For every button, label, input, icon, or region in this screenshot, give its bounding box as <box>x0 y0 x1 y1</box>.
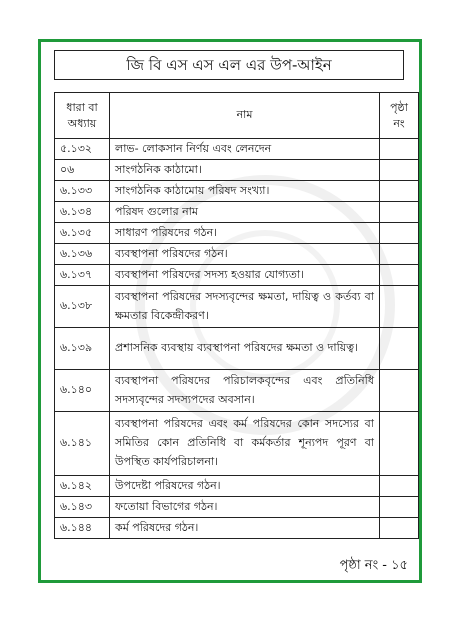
section-number: ৬.১৪২ <box>55 476 110 497</box>
section-number: ৬.১৪৩ <box>55 497 110 518</box>
section-name: সাংগঠনিক কাঠামোয় পরিষদ সংখ্যা। <box>110 181 380 202</box>
page-cell <box>380 476 419 497</box>
section-number: ৬.১৩৩ <box>55 181 110 202</box>
table-row <box>55 244 419 265</box>
section-name: কর্ম পরিষদের গঠন। <box>110 518 380 539</box>
table-row <box>55 518 419 539</box>
section-number: ৫.১৩২ <box>55 139 110 160</box>
table-row <box>55 139 419 160</box>
header-name: নাম <box>110 93 380 139</box>
section-number: ৬.১৩৫ <box>55 223 110 244</box>
section-name: প্রশাসনিক ব্যবস্থায় ব্যবস্থাপনা পরিষদের ক্ষমতা ও দায়িত্ব। <box>110 328 380 370</box>
table-row <box>55 265 419 286</box>
table-row <box>55 476 419 497</box>
section-name: ব্যবস্থাপনা পরিষদের গঠন। <box>110 244 380 265</box>
section-name: ব্যবস্থাপনা পরিষদের সদস্য হওয়ার যোগ্যতা। <box>110 265 380 286</box>
table-row <box>55 160 419 181</box>
section-name: ব্যবস্থাপনা পরিষদের সদস্যবৃন্দের ক্ষমতা, দায়িত্ব ও কর্তব্য বা ক্ষমতার বিকেন্দ্রীকরণ। <box>110 286 380 328</box>
section-name: পরিষদ গুলোর নাম <box>110 202 380 223</box>
header-section: ধারা বা অধ্যায় <box>55 93 110 139</box>
page-cell <box>380 265 419 286</box>
section-number: ৬.১৪০ <box>55 370 110 412</box>
page-number: পৃষ্ঠা নং - ১৫ <box>339 558 408 573</box>
page-cell <box>380 328 419 370</box>
page-cell <box>380 286 419 328</box>
section-number: ৬.১৩৬ <box>55 244 110 265</box>
table-row <box>55 370 419 412</box>
section-number: ৬.১৩৮ <box>55 286 110 328</box>
page-cell <box>380 412 419 476</box>
section-number: ৬.১৪৪ <box>55 518 110 539</box>
header-page: পৃষ্ঠা নং <box>380 93 419 139</box>
contents-table <box>54 92 419 539</box>
page-cell <box>380 139 419 160</box>
page-cell <box>380 244 419 265</box>
page-cell <box>380 181 419 202</box>
section-number: ০৬ <box>55 160 110 181</box>
section-number: ৬.১৩৯ <box>55 328 110 370</box>
section-number: ৬.১৩৭ <box>55 265 110 286</box>
table-row <box>55 328 419 370</box>
document-title: জি বি এস এস এল এর উপ-আইন <box>54 50 404 80</box>
page-cell <box>380 370 419 412</box>
table-row <box>55 181 419 202</box>
section-name: লাভ- লোকসান নির্ণয় এবং লেনদেন <box>110 139 380 160</box>
page-cell <box>380 223 419 244</box>
section-name: ব্যবস্থাপনা পরিষদের এবং কর্ম পরিষদের কোন সদস্যের বা সমিতির কোন প্রতিনিধি বা কর্মকর্তার শূন্যপদ পূরণ বা উপস্থিত কার্যপরিচালনা। <box>110 412 380 476</box>
page-cell <box>380 518 419 539</box>
section-name: ফতোয়া বিভাগের গঠন। <box>110 497 380 518</box>
section-name: ব্যবস্থাপনা পরিষদের পরিচালকবৃন্দের এবং প্রতিনিধি সদস্যবৃন্দের সদস্যপদের অবসান। <box>110 370 380 412</box>
page-cell <box>380 497 419 518</box>
section-name: উপদেষ্টা পরিষদের গঠন। <box>110 476 380 497</box>
table-row <box>55 202 419 223</box>
table-header-row <box>55 93 419 139</box>
section-name: সাধারণ পরিষদের গঠন। <box>110 223 380 244</box>
table-row <box>55 497 419 518</box>
section-name: সাংগঠনিক কাঠামো। <box>110 160 380 181</box>
page-cell <box>380 160 419 181</box>
section-number: ৬.১৩৪ <box>55 202 110 223</box>
table-row <box>55 286 419 328</box>
table-row <box>55 412 419 476</box>
section-number: ৬.১৪১ <box>55 412 110 476</box>
table-row <box>55 223 419 244</box>
page-cell <box>380 202 419 223</box>
